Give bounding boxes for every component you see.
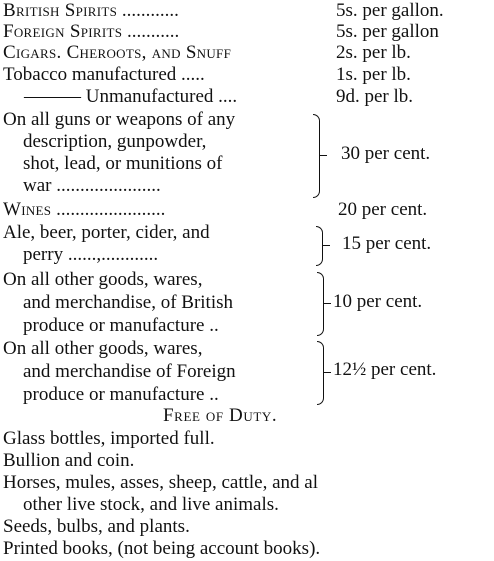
foreign-goods-line: On all other goods, wares,	[3, 338, 203, 359]
duty-rate: 1s. per lb.	[336, 64, 411, 85]
ale-line: perry ......,............	[23, 244, 159, 265]
ale-line: Ale, beer, porter, cider, and	[3, 222, 210, 243]
free-item: Horses, mules, asses, sheep, cattle, and al	[3, 472, 318, 493]
duty-rate: 30 per cent.	[341, 143, 431, 164]
free-item: Seeds, bulbs, and plants.	[3, 516, 190, 537]
duty-rate: 2s. per lb.	[336, 42, 411, 63]
british-goods-line: and merchandise, of British	[23, 292, 234, 313]
duty-label: Wines	[3, 199, 52, 220]
brace-tip	[324, 372, 331, 373]
duty-label: Cigars. Cheroots, and Snuff	[3, 42, 232, 63]
free-item-continuation: other live stock, and live animals.	[23, 494, 279, 515]
group-brace	[316, 226, 323, 266]
guns-line: war ......................	[23, 175, 161, 196]
brace-tip	[324, 303, 331, 304]
duty-label: Tobacco manufactured	[3, 64, 177, 85]
free-item: Printed books, (not being account books).	[3, 538, 321, 559]
group-brace	[317, 272, 324, 336]
british-goods-line: On all other goods, wares,	[3, 269, 203, 290]
duty-rate: 12½ per cent.	[333, 359, 437, 380]
duty-row-wines	[3, 199, 165, 221]
leader-dots: ...........	[122, 21, 180, 42]
leader-dots: .......................	[51, 199, 166, 220]
group-brace	[313, 114, 320, 198]
brace-tip	[320, 155, 327, 156]
duty-rate: 5s. per gallon.	[336, 0, 444, 21]
british-goods-line: produce or manufacture ..	[23, 315, 219, 336]
group-brace	[317, 341, 324, 405]
duty-rate: 15 per cent.	[342, 233, 432, 254]
foreign-goods-line: produce or manufacture ..	[23, 384, 219, 405]
leader-dots: ............	[117, 0, 179, 21]
duty-rate: 10 per cent.	[333, 291, 423, 312]
duty-row-british-spirits	[3, 0, 179, 22]
foreign-goods-line: and merchandise of Foreign	[23, 361, 236, 382]
duty-label: Foreign Spirits	[3, 21, 123, 42]
guns-line: On all guns or weapons of any	[3, 109, 236, 130]
duty-rate: 20 per cent.	[338, 199, 428, 220]
duty-row-tobacco-manufactured	[3, 64, 205, 86]
free-item: Bullion and coin.	[3, 450, 135, 471]
leader-dots: ....	[213, 86, 238, 107]
duty-row-foreign-spirits	[3, 21, 179, 43]
guns-line: shot, lead, or munitions of	[23, 153, 223, 174]
duty-row-tobacco-unmanufactured	[24, 86, 237, 108]
brace-tip	[323, 245, 330, 246]
duty-label: British Spirits	[3, 0, 118, 21]
free-item: Glass bottles, imported full.	[3, 428, 215, 449]
duty-rate: 5s. per gallon	[336, 21, 439, 42]
free-of-duty-heading: Free of Duty.	[163, 405, 278, 426]
duty-label: ——— Unmanufactured	[24, 86, 214, 107]
leader-dots: .....	[176, 64, 205, 85]
guns-line: description, gunpowder,	[23, 131, 207, 152]
duty-rate: 9d. per lb.	[336, 86, 414, 107]
duty-row-cigars	[3, 42, 231, 64]
